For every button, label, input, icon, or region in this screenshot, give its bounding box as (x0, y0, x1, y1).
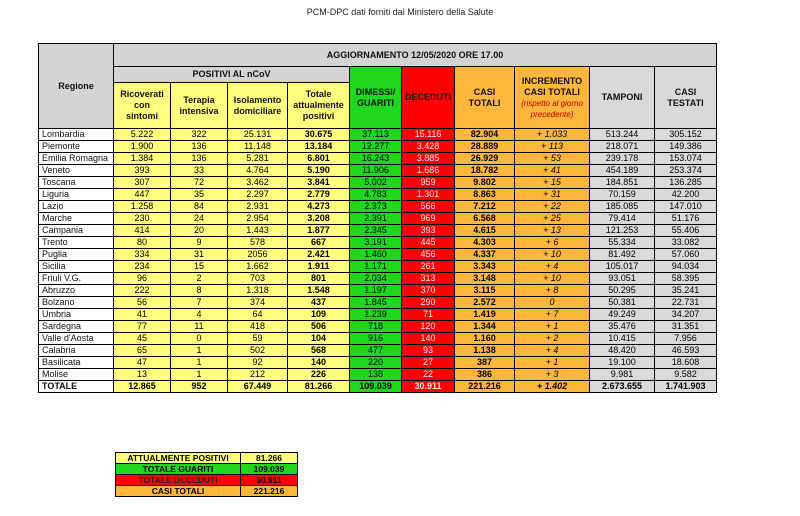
region-cell: Friuli V.G. (39, 273, 114, 285)
region-cell: Marche (39, 213, 114, 225)
terapia-cell: 1 (171, 357, 228, 369)
terapia-cell: 24 (171, 213, 228, 225)
casi-testati-cell: 22.731 (655, 297, 717, 309)
casi-testati-cell: 35.241 (655, 285, 717, 297)
ricoverati-cell: 45 (114, 333, 171, 345)
totale-positivi-cell: 104 (288, 333, 350, 345)
dimessi-cell: 16.243 (350, 153, 402, 165)
terapia-cell: 136 (171, 153, 228, 165)
casi-testati-cell: 51.176 (655, 213, 717, 225)
casi-totali-cell: 1.160 (455, 333, 515, 345)
terapia-header: Terapia intensiva (171, 83, 228, 129)
terapia-cell: 1 (171, 369, 228, 381)
ricoverati-cell: 307 (114, 177, 171, 189)
terapia-cell: 952 (171, 381, 228, 393)
incremento-cell: + 2 (515, 333, 590, 345)
casi-totali-cell: 8.863 (455, 189, 515, 201)
summary-label: TOTALE GUARITI (116, 464, 241, 475)
dimessi-cell: 5.002 (350, 177, 402, 189)
casi-testati-cell: 147.010 (655, 201, 717, 213)
summary-row (116, 464, 298, 475)
deceduti-cell: 93 (402, 345, 455, 357)
terapia-cell: 1 (171, 345, 228, 357)
casi-testati-cell: 149.386 (655, 141, 717, 153)
ricoverati-cell: 13 (114, 369, 171, 381)
casi-totali-cell: 4.303 (455, 237, 515, 249)
isolamento-cell: 2.297 (228, 189, 288, 201)
casi-totali-cell: 3.343 (455, 261, 515, 273)
tamponi-cell: 50.381 (590, 297, 655, 309)
casi-testati-cell: 55.406 (655, 225, 717, 237)
casi-totali-cell: 1.344 (455, 321, 515, 333)
tamponi-cell: 55.334 (590, 237, 655, 249)
totale-positivi-cell: 4.273 (288, 201, 350, 213)
total-row (39, 381, 717, 393)
ricoverati-cell: 56 (114, 297, 171, 309)
terapia-cell: 72 (171, 177, 228, 189)
deceduti-cell: 1.301 (402, 189, 455, 201)
terapia-cell: 35 (171, 189, 228, 201)
summary-table (115, 452, 298, 497)
region-cell: Campania (39, 225, 114, 237)
region-cell: Umbria (39, 309, 114, 321)
isolamento-cell: 11.148 (228, 141, 288, 153)
casi-totali-cell: 9.802 (455, 177, 515, 189)
tamponi-header: TAMPONI (590, 67, 655, 129)
summary-row (116, 486, 298, 497)
isolamento-cell: 2056 (228, 249, 288, 261)
terapia-cell: 8 (171, 285, 228, 297)
casi-testati-cell: 136.285 (655, 177, 717, 189)
summary-row (116, 475, 298, 486)
totale-positivi-cell: 506 (288, 321, 350, 333)
table-row (39, 153, 717, 165)
tamponi-cell: 35.476 (590, 321, 655, 333)
totale-positivi-cell: 568 (288, 345, 350, 357)
region-cell: Molise (39, 369, 114, 381)
isolamento-cell: 67.449 (228, 381, 288, 393)
ricoverati-cell: 1.900 (114, 141, 171, 153)
casi-testati-cell: 46.593 (655, 345, 717, 357)
isolamento-cell: 212 (228, 369, 288, 381)
totale-positivi-cell: 1.911 (288, 261, 350, 273)
dimessi-cell: 12.277 (350, 141, 402, 153)
ricoverati-cell: 41 (114, 309, 171, 321)
casi-totali-cell: 7.212 (455, 201, 515, 213)
incremento-cell: 0 (515, 297, 590, 309)
summary-value: 221.216 (241, 486, 298, 497)
table-row (39, 345, 717, 357)
deceduti-cell: 566 (402, 201, 455, 213)
ricoverati-cell: 65 (114, 345, 171, 357)
casi-testati-cell: 1.741.903 (655, 381, 717, 393)
table-row (39, 201, 717, 213)
ricoverati-cell: 12.865 (114, 381, 171, 393)
deceduti-cell: 15.116 (402, 129, 455, 141)
ricoverati-cell: 393 (114, 165, 171, 177)
deceduti-cell: 969 (402, 213, 455, 225)
casi-totali-cell: 1.419 (455, 309, 515, 321)
totale-positivi-cell: 667 (288, 237, 350, 249)
totale-positivi-cell: 437 (288, 297, 350, 309)
table-row (39, 309, 717, 321)
table-row (39, 297, 717, 309)
totale-positivi-cell: 2.779 (288, 189, 350, 201)
table-row (39, 369, 717, 381)
casi-testati-cell: 42.200 (655, 189, 717, 201)
casi-testati-cell: 58.395 (655, 273, 717, 285)
tamponi-cell: 218.071 (590, 141, 655, 153)
table-row (39, 261, 717, 273)
isolamento-cell: 1.662 (228, 261, 288, 273)
isolamento-cell: 1.318 (228, 285, 288, 297)
dimessi-cell: 1.239 (350, 309, 402, 321)
table-row (39, 141, 717, 153)
region-cell: Sardegna (39, 321, 114, 333)
casi-testati-cell: 31.351 (655, 321, 717, 333)
deceduti-cell: 71 (402, 309, 455, 321)
summary-label: TOTALE DECEDUTI (116, 475, 241, 486)
dimessi-cell: 2.373 (350, 201, 402, 213)
terapia-cell: 0 (171, 333, 228, 345)
casi-testati-cell: 57.060 (655, 249, 717, 261)
totale-positivi-cell: 3.208 (288, 213, 350, 225)
tamponi-cell: 2.673.655 (590, 381, 655, 393)
casi-testati-cell: 153.074 (655, 153, 717, 165)
dimessi-cell: 3.191 (350, 237, 402, 249)
region-cell: Liguria (39, 189, 114, 201)
tamponi-cell: 19.100 (590, 357, 655, 369)
deceduti-cell: 445 (402, 237, 455, 249)
terapia-cell: 7 (171, 297, 228, 309)
ricoverati-cell: 1.258 (114, 201, 171, 213)
isolamento-cell: 2.954 (228, 213, 288, 225)
ricoverati-cell: 1.384 (114, 153, 171, 165)
casi-testati-cell: 18.608 (655, 357, 717, 369)
summary-label: ATTUALMENTE POSITIVI (116, 453, 241, 464)
ricoverati-cell: 5.222 (114, 129, 171, 141)
region-cell: Emilia Romagna (39, 153, 114, 165)
dimessi-cell: 916 (350, 333, 402, 345)
totale-positivi-cell: 109 (288, 309, 350, 321)
regional-data-table (38, 43, 717, 393)
ricoverati-cell: 334 (114, 249, 171, 261)
region-cell: Puglia (39, 249, 114, 261)
isolamento-cell: 64 (228, 309, 288, 321)
dimessi-cell: 1.197 (350, 285, 402, 297)
tamponi-cell: 105.017 (590, 261, 655, 273)
tamponi-cell: 70.159 (590, 189, 655, 201)
incremento-cell: + 25 (515, 213, 590, 225)
isolamento-cell: 4.764 (228, 165, 288, 177)
casi-testati-cell: 7.956 (655, 333, 717, 345)
incremento-cell: + 3 (515, 369, 590, 381)
isolamento-cell: 2.931 (228, 201, 288, 213)
tamponi-cell: 454.189 (590, 165, 655, 177)
terapia-cell: 9 (171, 237, 228, 249)
table-row (39, 165, 717, 177)
casi-totali-cell: 6.568 (455, 213, 515, 225)
dimessi-cell: 2.345 (350, 225, 402, 237)
casi-totali-cell: 386 (455, 369, 515, 381)
tamponi-cell: 10.415 (590, 333, 655, 345)
casi-totali-cell: 4.615 (455, 225, 515, 237)
summary-value: 81.266 (241, 453, 298, 464)
incremento-cell: + 113 (515, 141, 590, 153)
terapia-cell: 20 (171, 225, 228, 237)
ricoverati-header: Ricoverati con sintomi (114, 83, 171, 129)
terapia-cell: 33 (171, 165, 228, 177)
table-row (39, 225, 717, 237)
tamponi-cell: 79.414 (590, 213, 655, 225)
ricoverati-cell: 96 (114, 273, 171, 285)
terapia-cell: 15 (171, 261, 228, 273)
dimessi-header: DIMESSI/ GUARITI (350, 67, 402, 129)
incremento-cell: + 4 (515, 345, 590, 357)
ricoverati-cell: 222 (114, 285, 171, 297)
region-cell: Bolzano (39, 297, 114, 309)
region-cell: Sicilia (39, 261, 114, 273)
incremento-cell: + 10 (515, 249, 590, 261)
totale-positivi-cell: 13.184 (288, 141, 350, 153)
isolamento-cell: 59 (228, 333, 288, 345)
incremento-cell: + 31 (515, 189, 590, 201)
dimessi-cell: 2.391 (350, 213, 402, 225)
deceduti-cell: 140 (402, 333, 455, 345)
totale-positivi-cell: 5.190 (288, 165, 350, 177)
incremento-cell: + 41 (515, 165, 590, 177)
totale-positivi-cell: 81.266 (288, 381, 350, 393)
casi-totali-cell: 82.904 (455, 129, 515, 141)
totale-positivi-cell: 140 (288, 357, 350, 369)
isolamento-cell: 703 (228, 273, 288, 285)
deceduti-cell: 313 (402, 273, 455, 285)
incremento-cell: + 13 (515, 225, 590, 237)
isolamento-cell: 578 (228, 237, 288, 249)
deceduti-cell: 456 (402, 249, 455, 261)
ricoverati-cell: 80 (114, 237, 171, 249)
incremento-cell: + 10 (515, 273, 590, 285)
dimessi-cell: 37.113 (350, 129, 402, 141)
casi-totali-cell: 2.572 (455, 297, 515, 309)
casi-testati-cell: 94.034 (655, 261, 717, 273)
terapia-cell: 2 (171, 273, 228, 285)
incremento-cell: + 1 (515, 321, 590, 333)
dimessi-cell: 2.034 (350, 273, 402, 285)
incremento-cell: + 7 (515, 309, 590, 321)
casi-totali-cell: 4.337 (455, 249, 515, 261)
dimessi-cell: 477 (350, 345, 402, 357)
isolamento-cell: 502 (228, 345, 288, 357)
totale-positivi-header: Totale attualmente positivi (288, 83, 350, 129)
tamponi-cell: 184.851 (590, 177, 655, 189)
tamponi-cell: 50.295 (590, 285, 655, 297)
table-row (39, 357, 717, 369)
tamponi-cell: 513.244 (590, 129, 655, 141)
tamponi-cell: 121.253 (590, 225, 655, 237)
casi-testati-cell: 305.152 (655, 129, 717, 141)
terapia-cell: 136 (171, 141, 228, 153)
deceduti-cell: 3.885 (402, 153, 455, 165)
tamponi-cell: 93.051 (590, 273, 655, 285)
dimessi-cell: 1.171 (350, 261, 402, 273)
dimessi-cell: 220 (350, 357, 402, 369)
deceduti-cell: 120 (402, 321, 455, 333)
tamponi-cell: 239.178 (590, 153, 655, 165)
casi-testati-cell: 9.582 (655, 369, 717, 381)
ricoverati-cell: 47 (114, 357, 171, 369)
isolamento-cell: 25.131 (228, 129, 288, 141)
region-cell: Piemonte (39, 141, 114, 153)
region-cell: Lazio (39, 201, 114, 213)
incremento-cell: + 4 (515, 261, 590, 273)
casi-totali-cell: 1.138 (455, 345, 515, 357)
region-cell: Toscana (39, 177, 114, 189)
tamponi-cell: 48.420 (590, 345, 655, 357)
summary-value: 30.911 (241, 475, 298, 486)
dimessi-cell: 4.783 (350, 189, 402, 201)
deceduti-cell: 1.686 (402, 165, 455, 177)
table-row (39, 213, 717, 225)
tamponi-cell: 81.492 (590, 249, 655, 261)
casi-totali-cell: 18.782 (455, 165, 515, 177)
casi-testati-cell: 34.207 (655, 309, 717, 321)
deceduti-cell: 290 (402, 297, 455, 309)
casi-testati-cell: 33.082 (655, 237, 717, 249)
tamponi-cell: 185.085 (590, 201, 655, 213)
table-row (39, 177, 717, 189)
incremento-cell: + 8 (515, 285, 590, 297)
isolamento-cell: 1.443 (228, 225, 288, 237)
casi-totali-cell: 387 (455, 357, 515, 369)
incremento-title: INCREMENTO CASI TOTALI (521, 75, 583, 97)
region-cell: Valle d'Aosta (39, 333, 114, 345)
dimessi-cell: 1.845 (350, 297, 402, 309)
casi-totali-cell: 28.889 (455, 141, 515, 153)
region-cell: Abruzzo (39, 285, 114, 297)
region-cell: Veneto (39, 165, 114, 177)
dimessi-cell: 109.039 (350, 381, 402, 393)
deceduti-cell: 393 (402, 225, 455, 237)
casi-totali-cell: 26.929 (455, 153, 515, 165)
tamponi-cell: 49.249 (590, 309, 655, 321)
region-cell: Calabria (39, 345, 114, 357)
dimessi-cell: 718 (350, 321, 402, 333)
casi-totali-cell: 3.148 (455, 273, 515, 285)
totale-positivi-cell: 6.801 (288, 153, 350, 165)
isolamento-cell: 92 (228, 357, 288, 369)
ricoverati-cell: 447 (114, 189, 171, 201)
terapia-cell: 4 (171, 309, 228, 321)
page-header: PCM-DPC dati forniti dal Ministero della Salute (306, 7, 494, 17)
table-row (39, 285, 717, 297)
ricoverati-cell: 414 (114, 225, 171, 237)
region-header: Regione (39, 44, 114, 129)
tamponi-cell: 9.981 (590, 369, 655, 381)
deceduti-cell: 3.428 (402, 141, 455, 153)
isolamento-cell: 418 (228, 321, 288, 333)
isolamento-header: Isolamento domiciliare (228, 83, 288, 129)
deceduti-header: DECEDUTI (402, 67, 455, 129)
totale-positivi-cell: 3.841 (288, 177, 350, 189)
totale-positivi-cell: 1.548 (288, 285, 350, 297)
terapia-cell: 84 (171, 201, 228, 213)
casi-testati-cell: 253.374 (655, 165, 717, 177)
terapia-cell: 11 (171, 321, 228, 333)
table-row (39, 249, 717, 261)
update-title: AGGIORNAMENTO 12/05/2020 ORE 17.00 (114, 44, 717, 67)
dimessi-cell: 1.460 (350, 249, 402, 261)
incremento-cell: + 1.402 (515, 381, 590, 393)
positivi-header: POSITIVI AL nCoV (114, 67, 350, 83)
incremento-cell: + 6 (515, 237, 590, 249)
isolamento-cell: 5.281 (228, 153, 288, 165)
summary-value: 109.039 (241, 464, 298, 475)
region-cell: TOTALE (39, 381, 114, 393)
isolamento-cell: 374 (228, 297, 288, 309)
deceduti-cell: 370 (402, 285, 455, 297)
region-cell: Basilicata (39, 357, 114, 369)
deceduti-cell: 959 (402, 177, 455, 189)
incremento-header (515, 67, 590, 129)
casi-testati-header: CASI TESTATI (655, 67, 717, 129)
deceduti-cell: 22 (402, 369, 455, 381)
deceduti-cell: 261 (402, 261, 455, 273)
casi-totali-cell: 221.216 (455, 381, 515, 393)
totale-positivi-cell: 30.675 (288, 129, 350, 141)
ricoverati-cell: 77 (114, 321, 171, 333)
incremento-cell: + 1.033 (515, 129, 590, 141)
totale-positivi-cell: 226 (288, 369, 350, 381)
incremento-cell: + 53 (515, 153, 590, 165)
incremento-cell: + 22 (515, 201, 590, 213)
ricoverati-cell: 234 (114, 261, 171, 273)
incremento-cell: + 1 (515, 357, 590, 369)
terapia-cell: 31 (171, 249, 228, 261)
region-cell: Lombardia (39, 129, 114, 141)
deceduti-cell: 27 (402, 357, 455, 369)
isolamento-cell: 3.462 (228, 177, 288, 189)
deceduti-cell: 30.911 (402, 381, 455, 393)
summary-row (116, 453, 298, 464)
region-cell: Trento (39, 237, 114, 249)
terapia-cell: 322 (171, 129, 228, 141)
casi-totali-header: CASI TOTALI (455, 67, 515, 129)
totale-positivi-cell: 2.421 (288, 249, 350, 261)
incremento-cell: + 15 (515, 177, 590, 189)
table-row (39, 189, 717, 201)
totale-positivi-cell: 1.877 (288, 225, 350, 237)
totale-positivi-cell: 801 (288, 273, 350, 285)
casi-totali-cell: 3.115 (455, 285, 515, 297)
incremento-note: (rispetto al giorno precedente) (521, 98, 583, 119)
table-row (39, 273, 717, 285)
dimessi-cell: 11.906 (350, 165, 402, 177)
summary-label: CASI TOTALI (116, 486, 241, 497)
ricoverati-cell: 230 (114, 213, 171, 225)
table-row (39, 237, 717, 249)
table-row (39, 129, 717, 141)
table-row (39, 333, 717, 345)
table-row (39, 321, 717, 333)
dimessi-cell: 138 (350, 369, 402, 381)
